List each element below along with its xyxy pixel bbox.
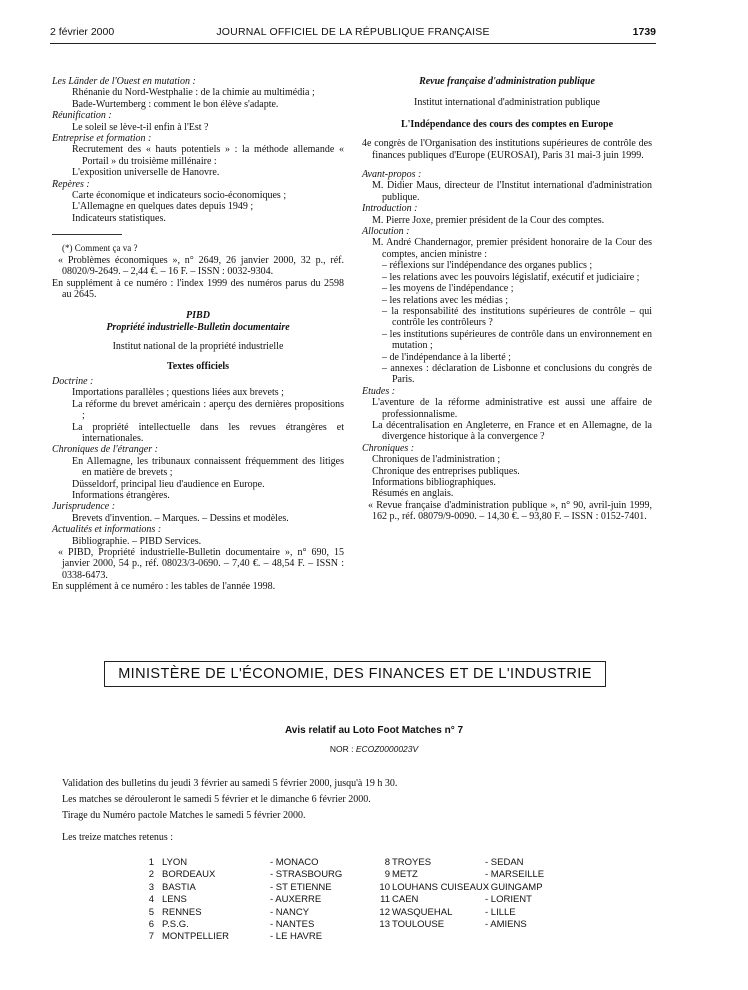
away-team: - NANTES	[270, 918, 315, 930]
list-item: – les institutions supérieures de contrôle dans un environnement en mutation ;	[382, 328, 652, 352]
publication-reference: « Problèmes économiques », n° 2649, 26 janvier 2000, 32 p., réf. 08020/9-2649. – 2,44 €. – 16 F. – ISSN : 0032-9304.	[58, 254, 344, 278]
notice-paragraph: Les matches se dérouleront le samedi 5 février et le dimanche 6 février 2000.	[62, 794, 371, 805]
nor-code: ECOZ0000023V	[355, 744, 419, 754]
home-team: MONTPELLIER	[162, 931, 230, 943]
home-team: P.S.G.	[162, 918, 189, 930]
away-team: - GUINGAMP	[485, 881, 543, 893]
match-number: 3	[148, 881, 154, 893]
home-team: TOULOUSE	[392, 918, 445, 930]
notice-paragraph: Validation des bulletins du jeudi 3 février au samedi 5 février 2000, jusqu'à 19 h 30.	[62, 778, 398, 789]
home-team: RENNES	[162, 906, 202, 918]
list-item: Düsseldorf, principal lieu d'audience en Europe.	[72, 478, 265, 490]
away-team: - AMIENS	[485, 918, 527, 930]
home-team: LYON	[162, 857, 188, 868]
footnote-rule	[52, 234, 122, 235]
list-item: – les relations avec les médias ;	[382, 294, 509, 306]
match-number: 11	[380, 894, 390, 906]
publication-subtitle: Propriété industrielle-Bulletin documentaire	[106, 321, 290, 333]
section-title: Allocution :	[362, 226, 410, 238]
away-team: - MARSEILLE	[485, 869, 545, 881]
header-date: 2 février 2000	[50, 26, 115, 38]
match-number: 9	[384, 869, 390, 881]
list-item: – les moyens de l'indépendance ;	[382, 283, 514, 295]
list-item: – les relations avec les pouvoirs législatif, exécutif et judiciaire ;	[382, 271, 640, 283]
section-title: Entreprise et formation :	[52, 133, 152, 145]
home-team: METZ	[392, 869, 418, 881]
footnote: (*) Comment ça va ?	[62, 243, 138, 254]
list-item: En Allemagne, les tribunaux connaissent fréquemment des litiges en matière de brevets ;	[72, 455, 344, 479]
section-title: Doctrine :	[52, 375, 94, 387]
away-team: - NANCY	[270, 906, 310, 918]
list-item: L'Allemagne en quelques dates depuis 1949 ;	[72, 201, 254, 213]
match-number: 7	[148, 931, 154, 943]
list-item: Chronique des entreprises publiques.	[372, 465, 520, 477]
list-item: M. Didier Maus, directeur de l'Institut international d'administration publique.	[372, 180, 652, 203]
list-item: La réforme du brevet américain : aperçu des dernières propositions ;	[72, 398, 344, 422]
match-number: 8	[384, 857, 390, 868]
page-header	[50, 26, 656, 42]
left-column	[52, 76, 344, 593]
notice-paragraph: Les treize matches retenus :	[62, 832, 174, 843]
header-title: JOURNAL OFFICIEL DE LA RÉPUBLIQUE FRANÇAISE	[216, 26, 490, 38]
match-number: 4	[148, 894, 154, 906]
header-page-number: 1739	[632, 26, 656, 38]
section-title: Etudes :	[362, 385, 396, 397]
publisher: Institut national de la propriété industrielle	[112, 341, 284, 353]
home-team: BASTIA	[162, 881, 196, 893]
supplement-note: En supplément à ce numéro : l'index 1999 des numéros parus du 2598 au 2645.	[52, 277, 344, 300]
match-number: 6	[148, 918, 154, 930]
publication-subtitle: L'Indépendance des cours des comptes en Europe	[400, 118, 614, 130]
section-title: Avant-propos :	[362, 169, 422, 181]
list-item: Bade-Wurtemberg : comment le bon élève s'adapte.	[72, 98, 279, 110]
publication-title: Revue française d'administration publique	[419, 76, 595, 87]
notice-title: Avis relatif au Loto Foot Matches n° 7	[284, 725, 464, 736]
away-team: - ST ETIENNE	[270, 881, 332, 893]
publisher: Institut international d'administration publique	[414, 97, 600, 109]
list-item: Recrutement des « hauts potentiels » : la méthode allemande « Portail » du troisième millénaire :	[72, 144, 344, 167]
match-number: 2	[148, 869, 154, 881]
match-number: 12	[379, 906, 390, 918]
section-title: Actualités et informations :	[52, 524, 162, 536]
home-team: WASQUEHAL	[392, 906, 453, 918]
list-item: Chroniques de l'administration ;	[372, 454, 501, 466]
section-title: Les Länder de l'Ouest en mutation :	[52, 76, 196, 87]
home-team: TROYES	[392, 857, 432, 868]
nor-reference	[0, 744, 748, 754]
home-team: BORDEAUX	[162, 869, 216, 881]
list-item: Informations étrangères.	[72, 490, 170, 501]
notice-paragraph: Tirage du Numéro pactole Matches le samedi 5 février 2000.	[62, 810, 306, 821]
away-team: - LILLE	[485, 906, 516, 918]
section-title: Réunification :	[52, 110, 112, 122]
list-item: Informations bibliographiques.	[372, 477, 496, 488]
supplement-note: En supplément à ce numéro : les tables de l'année 1998.	[52, 581, 276, 593]
list-item: – la responsabilité des institutions supérieures de contrôle – qui contrôle les contrôleurs ?	[382, 305, 652, 329]
list-item: – réflexions sur l'indépendance des organes publics ;	[382, 260, 593, 272]
list-item: La propriété intellectuelle dans les revues étrangères et internationales.	[72, 421, 344, 444]
list-item: Résumés en anglais.	[372, 488, 454, 500]
list-item: Indicateurs statistiques.	[72, 212, 166, 224]
list-item: L'aventure de la réforme administrative est aussi une affaire de professionnalisme.	[372, 397, 652, 420]
match-number: 10	[379, 881, 390, 893]
away-team: - LORIENT	[485, 894, 532, 906]
list-item: Brevets d'invention. – Marques. – Dessins et modèles.	[72, 512, 289, 524]
match-number: 1	[148, 857, 154, 868]
home-team: CAEN	[392, 894, 419, 906]
list-item: Importations parallèles ; questions liées aux brevets ;	[72, 387, 284, 399]
list-item: M. André Chandernagor, premier président honoraire de la Cour des comptes, ancien ministre :	[372, 237, 652, 260]
list-item: La décentralisation en Angleterre, en France et en Allemagne, de la divergence historique à la convergence ?	[372, 419, 652, 443]
list-item: – de l'indépendance à la liberté ;	[382, 351, 511, 363]
away-team: - LE HAVRE	[270, 931, 323, 943]
home-team: LENS	[162, 894, 187, 906]
away-team: - AUXERRE	[270, 894, 322, 906]
section-title: Jurisprudence :	[52, 501, 116, 513]
list-item: M. Pierre Joxe, premier président de la Cour des comptes.	[372, 214, 605, 226]
list-item: Bibliographie. – PIBD Services.	[72, 535, 202, 547]
header-rule	[50, 43, 656, 44]
list-item: – annexes : déclaration de Lisbonne et conclusions du congrès de Paris.	[382, 362, 652, 386]
right-column	[362, 76, 652, 523]
match-number: 13	[379, 918, 390, 930]
section-title: Chroniques :	[362, 442, 415, 454]
away-team: - SEDAN	[485, 857, 524, 868]
list-item: L'exposition universelle de Hanovre.	[72, 167, 220, 179]
congress-note: 4e congrès de l'Organisation des institutions supérieures de contrôle des finances publiques d'Europe (EUROSAI), Paris 31 mai-3 juin 1999.	[362, 138, 652, 161]
subsection-title: Textes officiels	[166, 360, 230, 372]
ministry-banner: MINISTÈRE DE L'ÉCONOMIE, DES FINANCES ET DE L'INDUSTRIE	[104, 661, 606, 687]
section-title: Repères :	[52, 178, 90, 190]
match-number: 5	[148, 906, 154, 918]
home-team: LOUHANS CUISEAUX	[392, 881, 490, 893]
section-title: Introduction :	[362, 203, 418, 215]
nor-label: NOR :	[329, 744, 354, 754]
section-title: Chroniques de l'étranger :	[52, 444, 158, 456]
away-team: - STRASBOURG	[270, 869, 343, 881]
publication-reference: « Revue française d'administration publique », n° 90, avril-juin 1999, 162 p., réf. 08079/9-0090. – 14,30 €. – 93,80 F. – ISSN : 0152-7401.	[368, 499, 652, 523]
list-item: Carte économique et indicateurs socio-économiques ;	[72, 190, 287, 202]
publication-title: PIBD	[186, 310, 210, 322]
away-team: - MONACO	[270, 857, 319, 868]
list-item: Le soleil se lève-t-il enfin à l'Est ?	[72, 121, 209, 133]
publication-reference: « PIBD, Propriété industrielle-Bulletin documentaire », n° 690, 15 janvier 2000, 54 p., réf. 08023/3-0690. – 7,40 €. – 48,54 F. – ISSN : 0338-6473.	[58, 547, 344, 581]
list-item: Rhénanie du Nord-Westphalie : de la chimie au multimédia ;	[72, 87, 315, 99]
